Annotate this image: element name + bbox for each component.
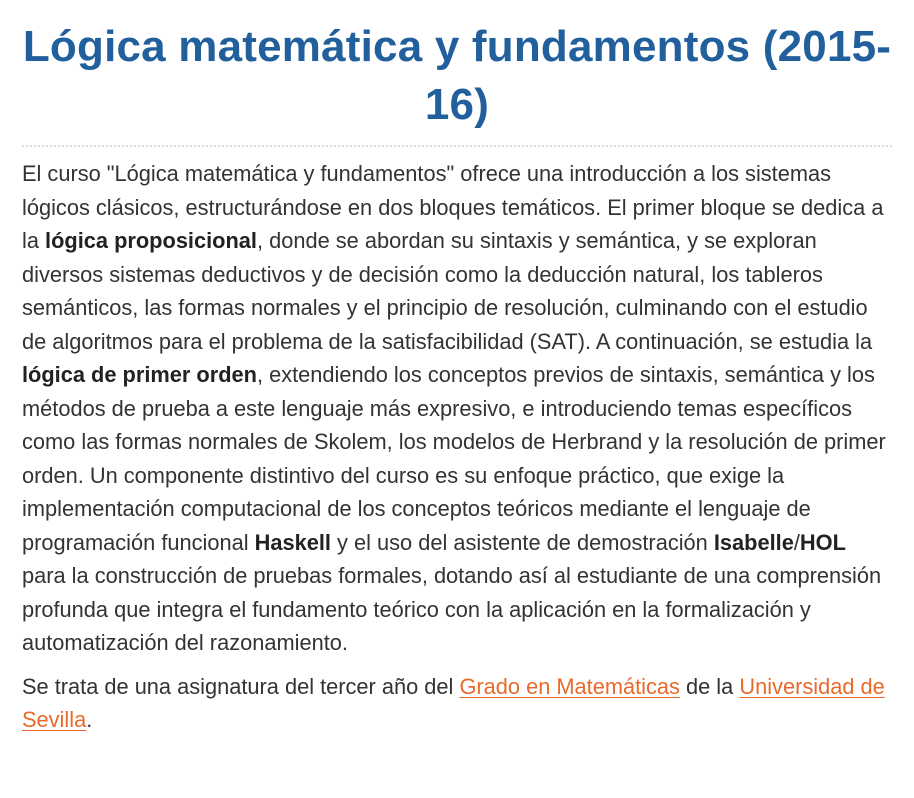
bold-logica-primer-orden: lógica de primer orden [22, 362, 257, 387]
grado-matematicas-link[interactable]: Grado en Matemáticas [459, 673, 680, 699]
bold-logica-proposicional: lógica proposicional [45, 228, 257, 253]
course-context-paragraph [22, 670, 892, 737]
page-title: Lógica matemática y fundamentos (2015-16) [22, 22, 892, 129]
description-text-6: para la construcción de pruebas formales, dotando así al estudiante de una comprensión profunda que integra el fundamento teórico con la aplicación en la formalización y automatización del razonamiento. [22, 563, 882, 655]
bold-isabelle: Isabelle [713, 529, 794, 555]
description-slash: / [793, 529, 800, 555]
context-text-3: . [86, 707, 93, 732]
description-text-3: , extendiendo los conceptos previos de sintaxis, semántica y los métodos de prueba a este lenguaje más expresivo, e introduciendo temas específicos como las formas normales de Skolem, los modelos de Herbrand y la resolución de primer orden. Un componente distintivo del curso es su enfoque práctico, que exige la implementación computacional de los conceptos teóricos mediante el lenguaje de programación funcional [22, 362, 886, 555]
bold-haskell: Haskell [254, 529, 331, 555]
course-description-paragraph [22, 157, 892, 660]
title-divider [22, 145, 892, 147]
description-text-2: , donde se abordan su sintaxis y semántica, y se exploran diversos sistemas deductivos y de decisión como la deducción natural, los tableros semánticos, las formas normales y el principio de resolución, culminando con el estudio de algoritmos para el problema de la satisfacibilidad (SAT). A continuación, se estudia la [22, 228, 873, 354]
universidad-sevilla-link[interactable]: Universidad de Sevilla [22, 673, 885, 732]
description-text-1: El curso "Lógica matemática y fundamentos" ofrece una introducción a los sistemas lógicos clásicos, estructurándose en dos bloques temáticos. El primer bloque se dedica a la [22, 161, 884, 253]
context-text-1: Se trata de una asignatura del tercer año del [22, 673, 460, 699]
context-text-2: de la [679, 673, 740, 699]
description-text-4: y el uso del asistente de demostración [330, 529, 714, 555]
bold-hol: HOL [799, 529, 846, 555]
